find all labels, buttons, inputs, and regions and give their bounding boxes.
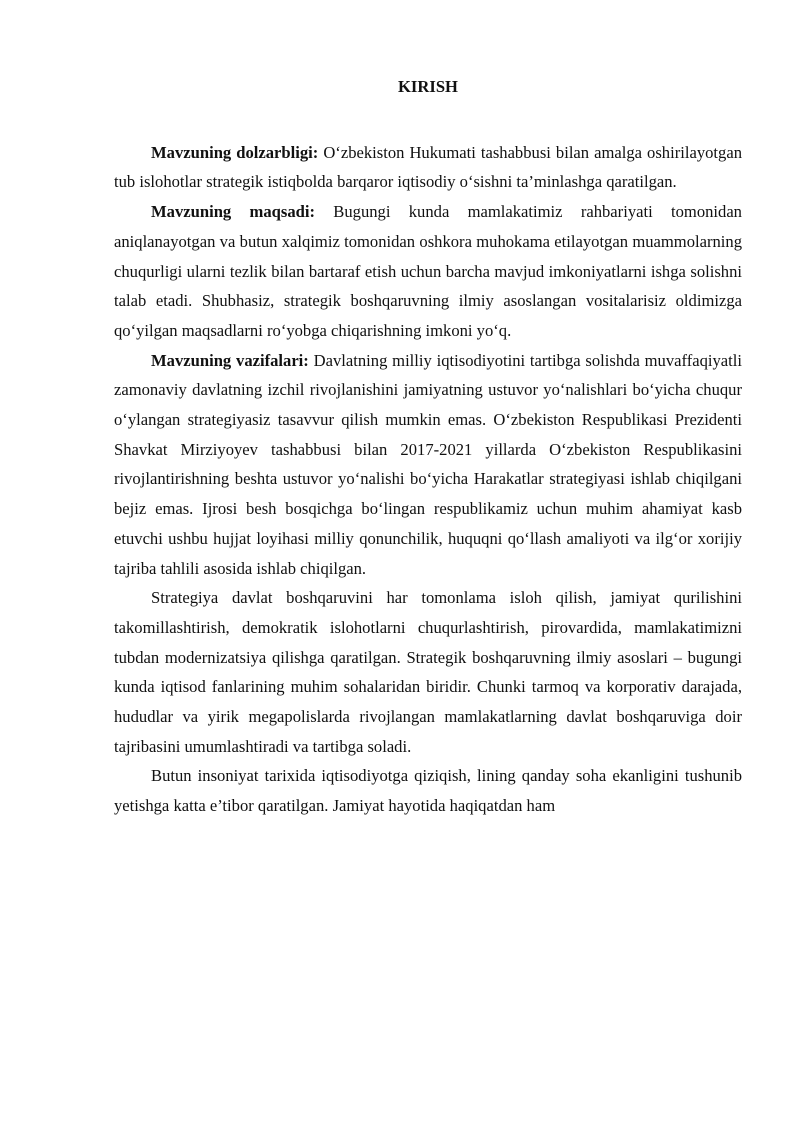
paragraph-text: O‘zbekiston Hukumati tashabbusi bilan amalga oshirilayotgan tub islohotlar strategik istiqbolda barqaror iqtisodiy o‘sishni ta’minlashga qaratilgan. — [114, 142, 742, 192]
paragraph-lead: Mavzuning vazifalari: — [151, 350, 309, 370]
paragraph-text: Davlatning milliy iqtisodiyotini tartibga solishda muvaffaqiyatli zamonaviy davlatning izchil rivojlanishini jamiyatning ustuvor yo‘nalishlari bo‘yicha chuqur o‘ylangan strategiyasiz tasavvur qilish mumkin emas. O‘zbekiston Respublikasi Prezidenti Shavkat Mirziyoyev tashabbusi bilan 2017-2021 yillarda O‘zbekiston Respublikasini rivojlantirishning beshta ustuvor yo‘nalishi bo‘yicha Harakatlar strategiyasi ishlab chiqilgani bejiz emas. Ijrosi besh bosqichga bo‘lingan respublikamiz uchun muhim ahamiyat kasb etuvchi ushbu hujjat loyihasi milliy qonunchilik, huquqni qo‘llash amaliyoti va ilg‘or xorijiy tajriba tahlili asosida ishlab chiqilgan. — [114, 350, 742, 578]
paragraph-text: Butun insoniyat tarixida iqtisodiyotga qiziqish, lining qanday soha ekanligini tushunib yetishga katta e’tibor qaratilgan. Jamiyat hayotida haqiqatdan ham — [114, 766, 742, 816]
paragraph-goal — [114, 197, 742, 346]
paragraph-text: Strategiya davlat boshqaruvini har tomonlama isloh qilish, jamiyat qurilishini takomillashtirish, demokratik islohotlarni chuqurlashtirish, pirovardida, mamlakatimizni tubdan modernizatsiya qilishga qaratilgan. Strategik boshqaruvning ilmiy asoslari – bugungi kunda iqtisod fanlarining muhim sohalaridan biridir. Chunki tarmoq va korporativ darajada, hududlar va yirik megapolislarda rivojlangan mamlakatlarning davlat boshqaruviga doir tajribasini umumlashtiradi va tartibga soladi. — [114, 588, 742, 756]
paragraph-lead: Mavzuning dolzarbligi: — [151, 142, 319, 162]
document-title: KIRISH — [398, 77, 458, 96]
paragraph-tasks — [114, 346, 742, 584]
paragraph-history — [114, 761, 742, 820]
paragraph-lead: Mavzuning maqsadi: — [151, 202, 315, 222]
paragraph-relevance — [114, 138, 742, 197]
document-page — [114, 72, 742, 821]
paragraph-strategy — [114, 583, 742, 761]
paragraph-text: Bugungi kunda mamlakatimiz rahbariyati tomonidan aniqlanayotgan va butun xalqimiz tomonidan oshkora muhokama etilayotgan muammolarning chuqurligi ularni tezlik bilan bartaraf etish uchun barcha mavjud imkoniyatlarni ishga solishni talab etadi. Shubhasiz, strategik boshqaruvning ilmiy asoslangan vositalarisiz oldimizga qo‘yilgan maqsadlarni ro‘yobga chiqarishning imkoni yo‘q. — [114, 202, 742, 340]
